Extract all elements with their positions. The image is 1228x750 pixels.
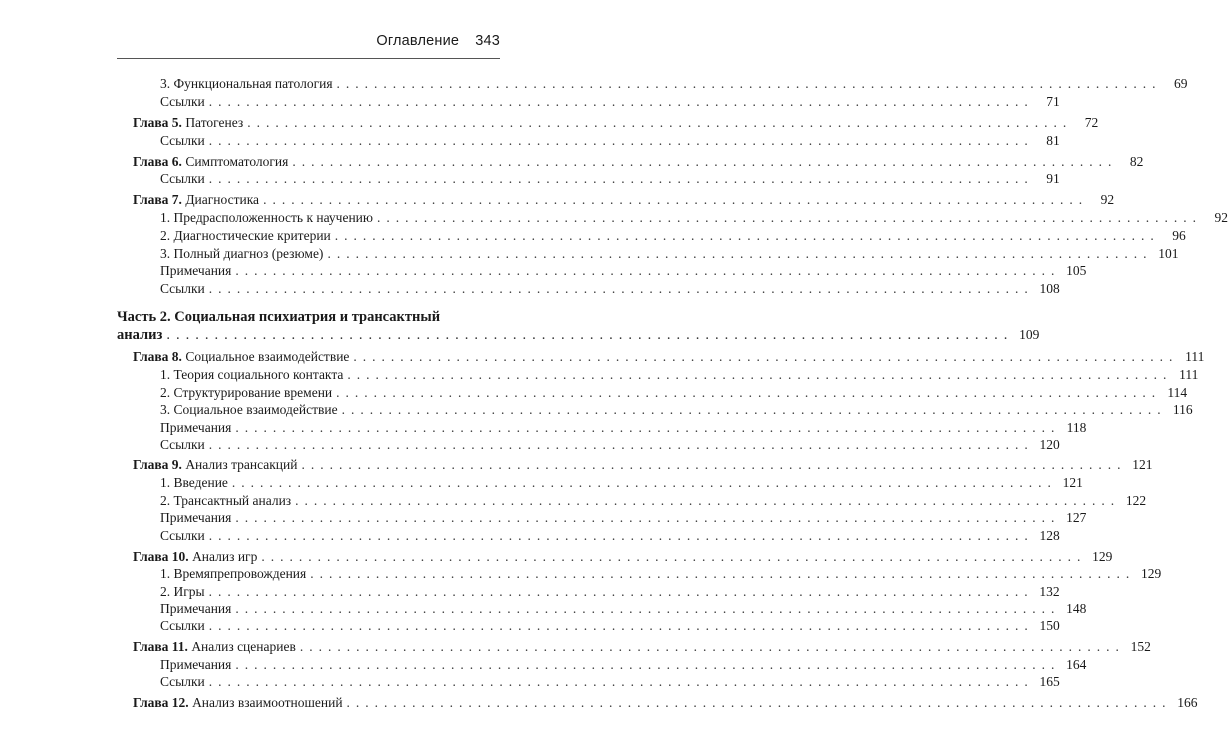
toc-entry[interactable]: Ссылки ........................................................................................ 165: [160, 674, 1060, 689]
toc-chapter-entry[interactable]: Глава 11. Анализ сценариев ........................................................................................ 152: [133, 639, 1151, 654]
toc-entry[interactable]: Ссылки ........................................................................................ 150: [160, 618, 1060, 633]
toc-entry[interactable]: 3. Социальное взаимодействие ........................................................................................ 116: [160, 402, 1193, 417]
running-head-title: Оглавление: [376, 33, 460, 49]
toc-entry[interactable]: Ссылки ........................................................................................ 120: [160, 437, 1060, 452]
toc-entry[interactable]: Ссылки ........................................................................................ 108: [160, 281, 1060, 296]
toc-entry[interactable]: 2. Структурирование времени ........................................................................................ 114: [160, 385, 1188, 400]
toc-entry[interactable]: 3. Полный диагноз (резюме) ........................................................................................ 101: [160, 246, 1179, 261]
toc-entry[interactable]: 1. Времяпрепровождения ........................................................................................ 129: [160, 566, 1162, 581]
toc-entry[interactable]: 1. Введение ........................................................................................ 121: [160, 475, 1083, 490]
running-head-page-number: 343: [475, 33, 500, 49]
toc-entry[interactable]: Ссылки ........................................................................................ 128: [160, 528, 1060, 543]
toc-entry[interactable]: 2. Трансактный анализ ........................................................................................ 122: [160, 493, 1147, 508]
toc-entry[interactable]: Примечания ........................................................................................ 164: [160, 657, 1087, 672]
toc-entry[interactable]: Ссылки ........................................................................................ 81: [160, 133, 1060, 148]
toc-chapter-entry[interactable]: Глава 5. Патогенез ........................................................................................ 72: [133, 115, 1099, 130]
toc-part-entry[interactable]: анализ ........................................................................................ 109: [117, 327, 1040, 343]
toc-entry[interactable]: 3. Функциональная патология ........................................................................................ 69: [160, 76, 1188, 91]
running-head: [376, 33, 500, 49]
part-title[interactable]: Часть 2. Социальная психиатрия и трансактный: [117, 309, 441, 325]
toc-chapter-entry[interactable]: Глава 12. Анализ взаимоотношений ........................................................................................ 166: [133, 695, 1198, 710]
toc-entry[interactable]: Примечания ........................................................................................ 127: [160, 510, 1087, 525]
toc-chapter-entry[interactable]: Глава 8. Социальное взаимодействие ........................................................................................ 111: [133, 349, 1205, 364]
toc-chapter-entry[interactable]: Глава 10. Анализ игр ........................................................................................ 129: [133, 549, 1113, 564]
toc-entry[interactable]: Примечания ........................................................................................ 148: [160, 601, 1087, 616]
toc-entry[interactable]: Примечания ........................................................................................ 105: [160, 263, 1087, 278]
toc-entry[interactable]: Ссылки ........................................................................................ 71: [160, 94, 1060, 109]
toc-entry[interactable]: Ссылки ........................................................................................ 91: [160, 171, 1060, 186]
toc-chapter-entry[interactable]: Глава 7. Диагностика ........................................................................................ 92: [133, 192, 1115, 207]
toc-entry[interactable]: 2. Диагностические критерии ........................................................................................ 96: [160, 228, 1186, 243]
toc-chapter-entry[interactable]: Глава 9. Анализ трансакций ........................................................................................ 121: [133, 457, 1153, 472]
toc-entry[interactable]: 1. Теория социального контакта ........................................................................................ 111: [160, 367, 1199, 382]
toc-chapter-entry[interactable]: Глава 6. Симптоматология ........................................................................................ 82: [133, 154, 1144, 169]
header-rule: [117, 58, 500, 59]
toc-entry[interactable]: Примечания ........................................................................................ 118: [160, 420, 1087, 435]
toc-entry[interactable]: 1. Предрасположенность к научению ........................................................................................ 92: [160, 210, 1228, 225]
toc-entry[interactable]: 2. Игры ........................................................................................ 132: [160, 584, 1060, 599]
